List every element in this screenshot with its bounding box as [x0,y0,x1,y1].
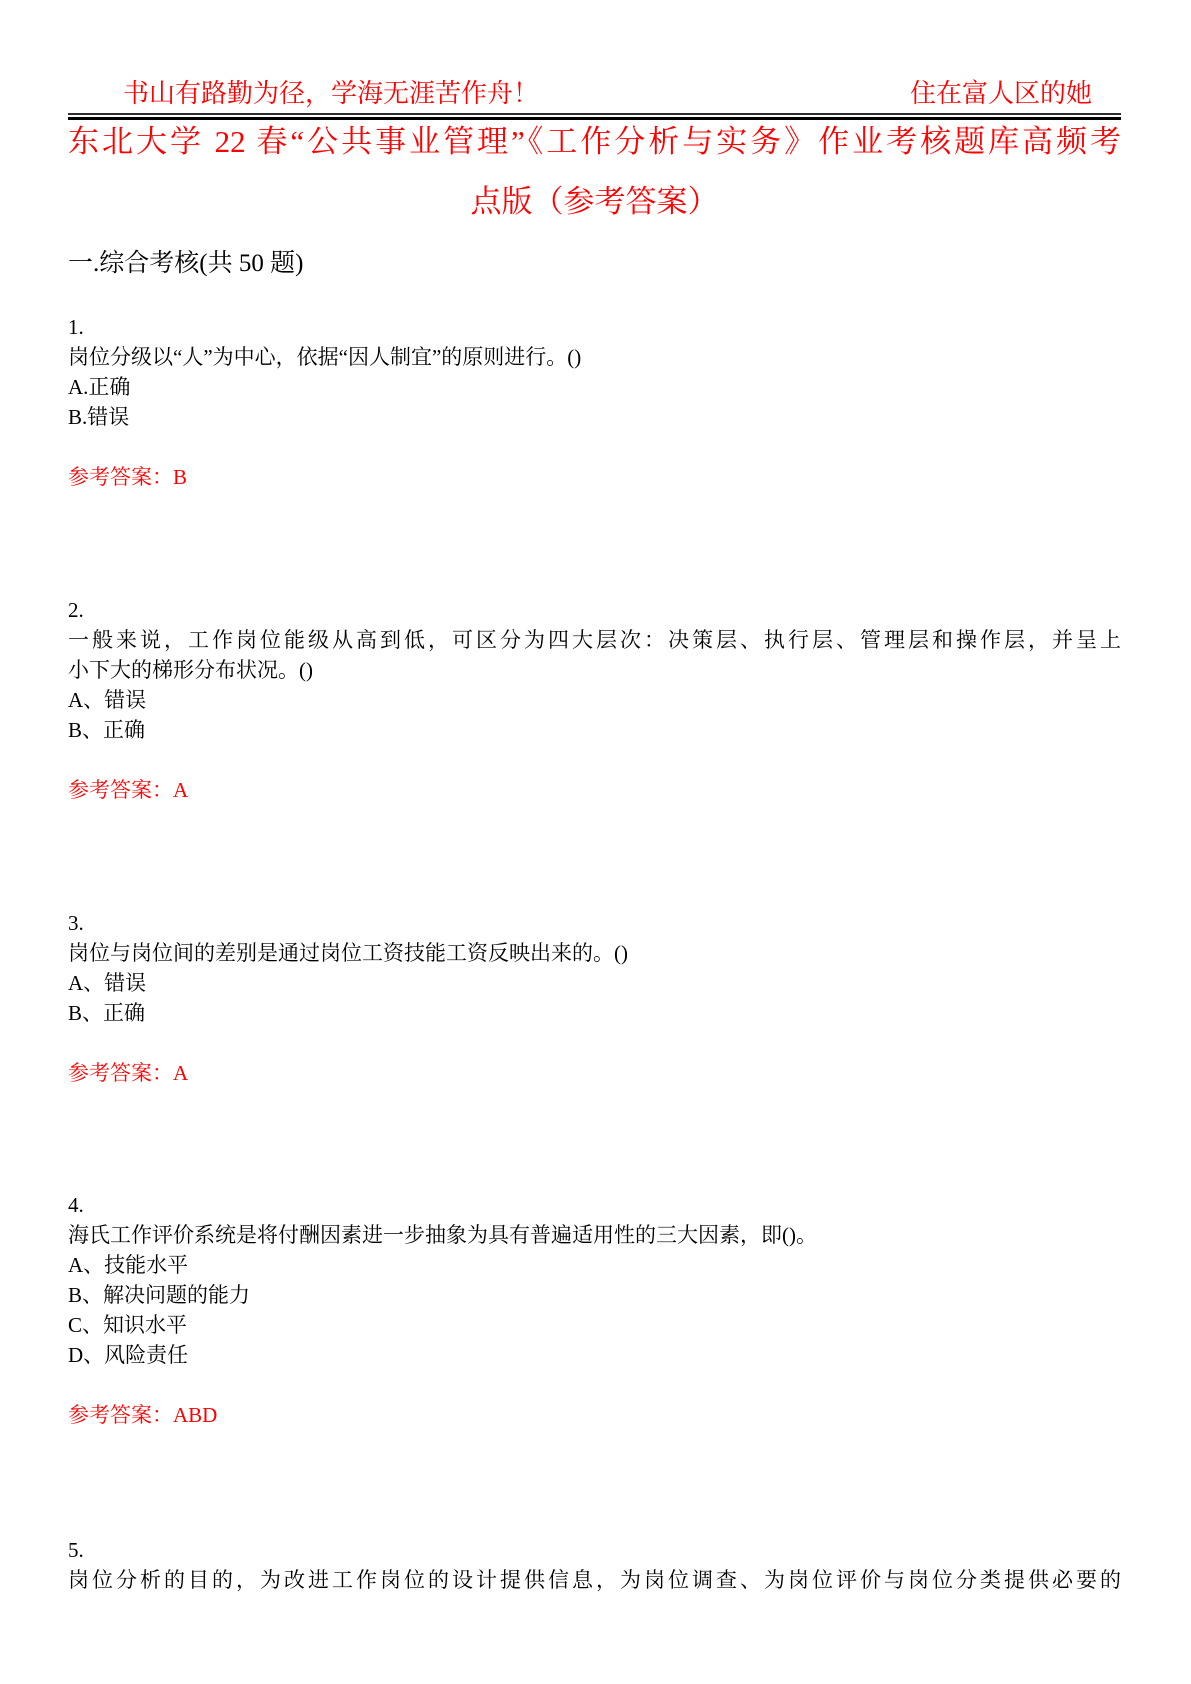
question-number: 2. [68,598,84,622]
question-number: 1. [68,315,84,339]
option-item: B、解决问题的能力 [68,1283,251,1307]
question-text-line: 岗位分析的目的，为改进工作岗位的设计提供信息，为岗位调查、为岗位评价与岗位分类提供必要的 [68,1568,1121,1592]
answer-label: 参考答案： [68,1403,173,1427]
document-title [68,112,1121,232]
question-text [68,625,1121,685]
question-block [68,908,1121,1088]
answer-line [68,1058,1121,1088]
answer-label: 参考答案： [68,778,173,802]
question-number: 5. [68,1538,84,1562]
answer-label: 参考答案： [68,1061,173,1085]
answer-line [68,775,1121,805]
page-header [68,78,1121,110]
option-item: B.错误 [68,405,130,429]
question-text [68,1565,1121,1595]
header-right-author: 住在富人区的她 [909,79,1092,108]
option-item: D、风险责任 [68,1343,189,1367]
answer-value: A [173,1061,189,1085]
header-left-motto: 书山有路勤为径，学海无涯苦作舟！ [123,79,540,108]
question-number: 3. [68,911,84,935]
question-options [68,968,1121,1028]
option-item: A.正确 [68,375,131,399]
option-item: A、技能水平 [68,1253,189,1277]
section-heading: 一.综合考核(共 50 题) [68,250,304,277]
document-title-line2: 点版（参考答案） [470,184,719,219]
answer-value: ABD [173,1403,218,1427]
question-text-line: 岗位分级以“人”为中心，依据“因人制宜”的原则进行。() [68,345,582,369]
question-block [68,312,1121,492]
question-options [68,372,1121,432]
question-number: 4. [68,1193,84,1217]
question-text [68,342,1121,372]
question-options [68,1250,1121,1370]
question-options [68,685,1121,745]
answer-line [68,1400,1121,1430]
option-item: A、错误 [68,688,147,712]
option-item: B、正确 [68,718,146,742]
question-text [68,1220,1121,1250]
question-text-line: 海氏工作评价系统是将付酬因素进一步抽象为具有普遍适用性的三大因素，即()。 [68,1223,817,1247]
question-text-line: 小下大的梯形分布状况。() [68,658,313,682]
answer-label: 参考答案： [68,465,173,489]
option-item: B、正确 [68,1001,146,1025]
question-block [68,1190,1121,1430]
question-text-line: 岗位与岗位间的差别是通过岗位工资技能工资反映出来的。() [68,941,628,965]
answer-line [68,462,1121,492]
answer-value: A [173,778,189,802]
question-block [68,595,1121,805]
answer-value: B [173,465,188,489]
document-title-line1: 东北大学 22 春“公共事业管理”《工作分析与实务》作业考核题库高频考 [68,124,1121,159]
option-item: A、错误 [68,971,147,995]
question-text [68,938,1121,968]
question-text-line: 一般来说，工作岗位能级从高到低，可区分为四大层次：决策层、执行层、管理层和操作层，并呈上 [68,628,1121,652]
option-item: C、知识水平 [68,1313,188,1337]
question-block [68,1535,1121,1595]
